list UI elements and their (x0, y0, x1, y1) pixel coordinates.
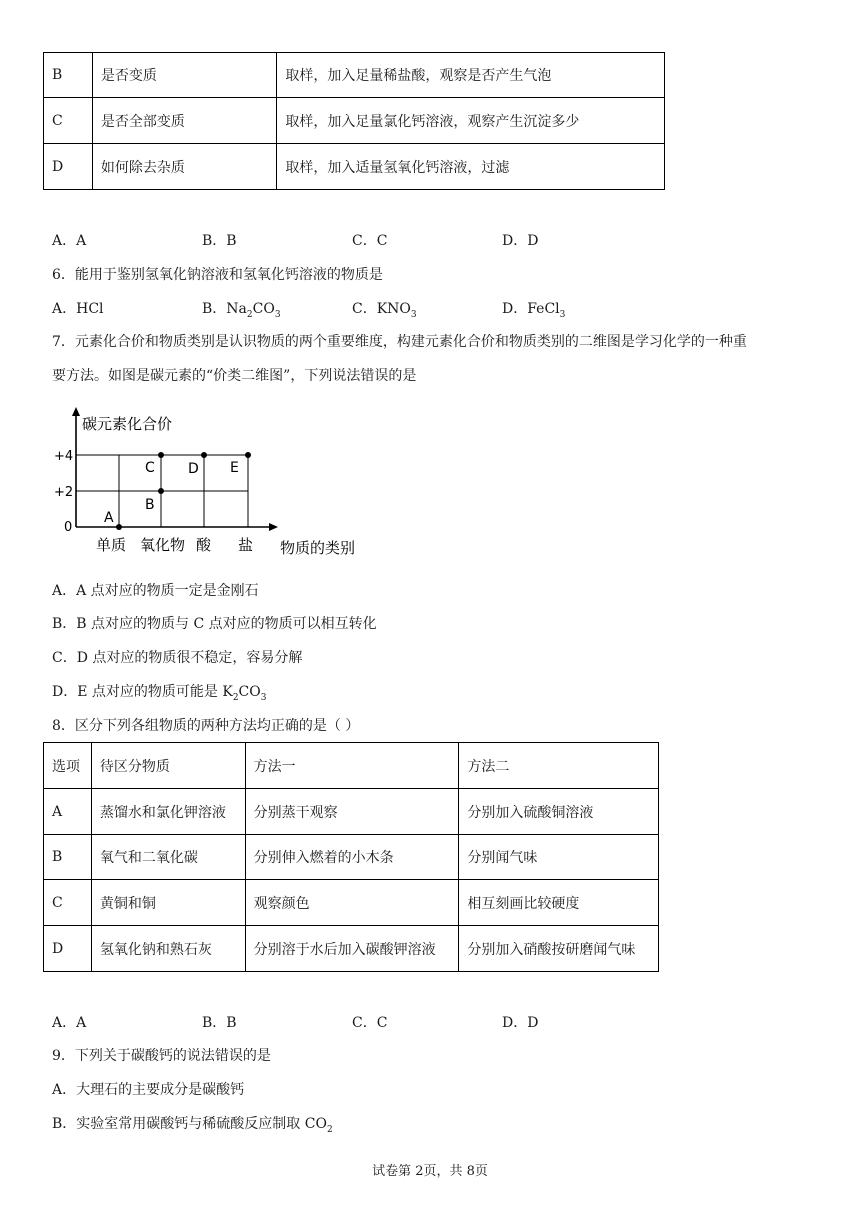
table-cell: A (44, 789, 92, 835)
q7-stem-line2: 要方法。如图是碳元素的“价类二维图”，下列说法错误的是 (52, 368, 417, 384)
table-row (44, 789, 659, 835)
q7-stem-line1: 7．元素化合价和物质类别是认识物质的两个重要维度，构建元素化合价和物质类别的二维图是学习化学的一种重 (52, 334, 747, 350)
formula-part: CO (252, 301, 275, 317)
point-b-dot (158, 488, 164, 494)
q6-option-d-text: D．FeCl (502, 301, 560, 317)
point-c-dot (158, 452, 164, 458)
table-row (44, 835, 659, 880)
table-cell: 氧气和二氧化碳 (91, 835, 245, 880)
y-axis-label: 碳元素化合价 (82, 415, 173, 433)
table-cell: D (44, 144, 93, 190)
table-row (44, 53, 665, 98)
q6-option-c[interactable] (352, 299, 417, 325)
q5-option-c[interactable]: C．C (352, 233, 388, 249)
q6-option-b[interactable] (202, 299, 281, 325)
y-axis-arrow (72, 407, 80, 416)
point-e-dot (245, 452, 251, 458)
subscript: 3 (410, 309, 417, 320)
q6-option-d[interactable] (502, 299, 565, 325)
table-cell: 黄铜和铜 (91, 880, 245, 926)
subscript: 2 (232, 692, 239, 703)
q8-option-c[interactable]: C．C (352, 1015, 388, 1031)
table-cell: 如何除去杂质 (92, 144, 277, 190)
q8-stem: 8．区分下列各组物质的两种方法均正确的是（ ） (52, 718, 360, 734)
table-row (44, 144, 665, 190)
table-cell: B (44, 53, 93, 98)
subscript: 3 (260, 692, 267, 703)
y-tick-label: 0 (64, 520, 73, 535)
q6-option-c-text: C．KNO (352, 301, 411, 317)
table-cell: 相互刻画比较硬度 (459, 880, 659, 926)
x-category-label: 酸 (196, 536, 212, 554)
q7-option-a[interactable]: A．A 点对应的物质一定是金刚石 (52, 583, 259, 599)
q6-option-b-text: B．Na (202, 301, 247, 317)
table-cell: 蒸馏水和氯化钾溶液 (91, 789, 245, 835)
table-cell: 分别溶于水后加入碳酸钾溶液 (245, 926, 459, 972)
x-axis-arrow (269, 523, 278, 531)
table-header-cell: 选项 (44, 743, 92, 789)
point-a-label: A (104, 510, 114, 526)
q9-option-a[interactable]: A．大理石的主要成分是碳酸钙 (52, 1082, 245, 1098)
q7-option-d-text: D．E 点对应的物质可能是 K (52, 684, 233, 700)
q6-stem: 6．能用于鉴别氢氧化钠溶液和氢氧化钙溶液的物质是 (52, 267, 383, 283)
valence-category-diagram (50, 405, 370, 560)
table-header-cell: 方法二 (459, 743, 659, 789)
x-category-label: 氧化物 (140, 536, 186, 554)
q9-option-b[interactable] (52, 1114, 333, 1140)
q8-option-a[interactable]: A．A (52, 1015, 87, 1031)
table-cell: 氢氧化钠和熟石灰 (91, 926, 245, 972)
y-tick-label: +4 (54, 449, 74, 464)
point-a-dot (116, 524, 122, 530)
table-cell: 分别加入硝酸按研磨闻气味 (459, 926, 659, 972)
table-cell: 取样，加入适量氢氧化钙溶液，过滤 (277, 144, 665, 190)
table-cell: 分别蒸干观察 (245, 789, 459, 835)
x-axis-label: 物质的类别 (280, 539, 356, 557)
point-d-label: D (188, 461, 199, 477)
table-cell: B (44, 835, 92, 880)
table-row (44, 880, 659, 926)
q6-option-a[interactable] (52, 299, 104, 319)
q6-option-a-text: A．HCl (52, 301, 104, 317)
point-e-label: E (230, 460, 239, 476)
subscript: 2 (246, 309, 253, 320)
table-cell: 取样，加入足量稀盐酸，观察是否产生气泡 (277, 53, 665, 98)
subscript: 3 (274, 309, 281, 320)
q7-option-c[interactable]: C．D 点对应的物质很不稳定，容易分解 (52, 650, 303, 666)
table-cell: 取样，加入足量氯化钙溶液，观察产生沉淀多少 (277, 98, 665, 144)
table-cell: C (44, 98, 93, 144)
table-row (44, 98, 665, 144)
q9-stem: 9．下列关于碳酸钙的说法错误的是 (52, 1048, 271, 1064)
point-c-label: C (145, 460, 155, 476)
table-cell: 分别伸入燃着的小木条 (245, 835, 459, 880)
subscript: 2 (326, 1124, 333, 1135)
subscript: 3 (559, 309, 566, 320)
table-cell: 分别加入硫酸铜溶液 (459, 789, 659, 835)
q5-option-d[interactable]: D．D (502, 233, 539, 249)
table-cell: 是否变质 (92, 53, 277, 98)
q8-option-d[interactable]: D．D (502, 1015, 539, 1031)
table-header-row (44, 743, 659, 789)
table-header-cell: 方法一 (245, 743, 459, 789)
q5-table (43, 52, 665, 190)
point-d-dot (201, 452, 207, 458)
y-tick-label: +2 (54, 485, 74, 500)
page-footer: 试卷第 2页，共 8页 (372, 1164, 488, 1179)
x-category-label: 单质 (96, 536, 127, 554)
table-cell: 分别闻气味 (459, 835, 659, 880)
formula-part: CO (238, 684, 261, 700)
x-category-label: 盐 (238, 536, 254, 554)
table-cell: D (44, 926, 92, 972)
point-b-label: B (145, 497, 155, 513)
table-header-cell: 待区分物质 (91, 743, 245, 789)
table-cell: 是否全部变质 (92, 98, 277, 144)
q9-option-b-text: B．实验室常用碳酸钙与稀硫酸反应制取 CO (52, 1116, 327, 1132)
table-row (44, 926, 659, 972)
q8-table (43, 742, 659, 972)
q7-option-d[interactable] (52, 682, 266, 708)
q7-option-b[interactable]: B．B 点对应的物质与 C 点对应的物质可以相互转化 (52, 616, 377, 632)
q8-option-b[interactable]: B．B (202, 1015, 237, 1031)
table-cell: C (44, 880, 92, 926)
q5-option-b[interactable]: B．B (202, 233, 237, 249)
table-cell: 观察颜色 (245, 880, 459, 926)
q5-option-a[interactable]: A．A (52, 233, 87, 249)
